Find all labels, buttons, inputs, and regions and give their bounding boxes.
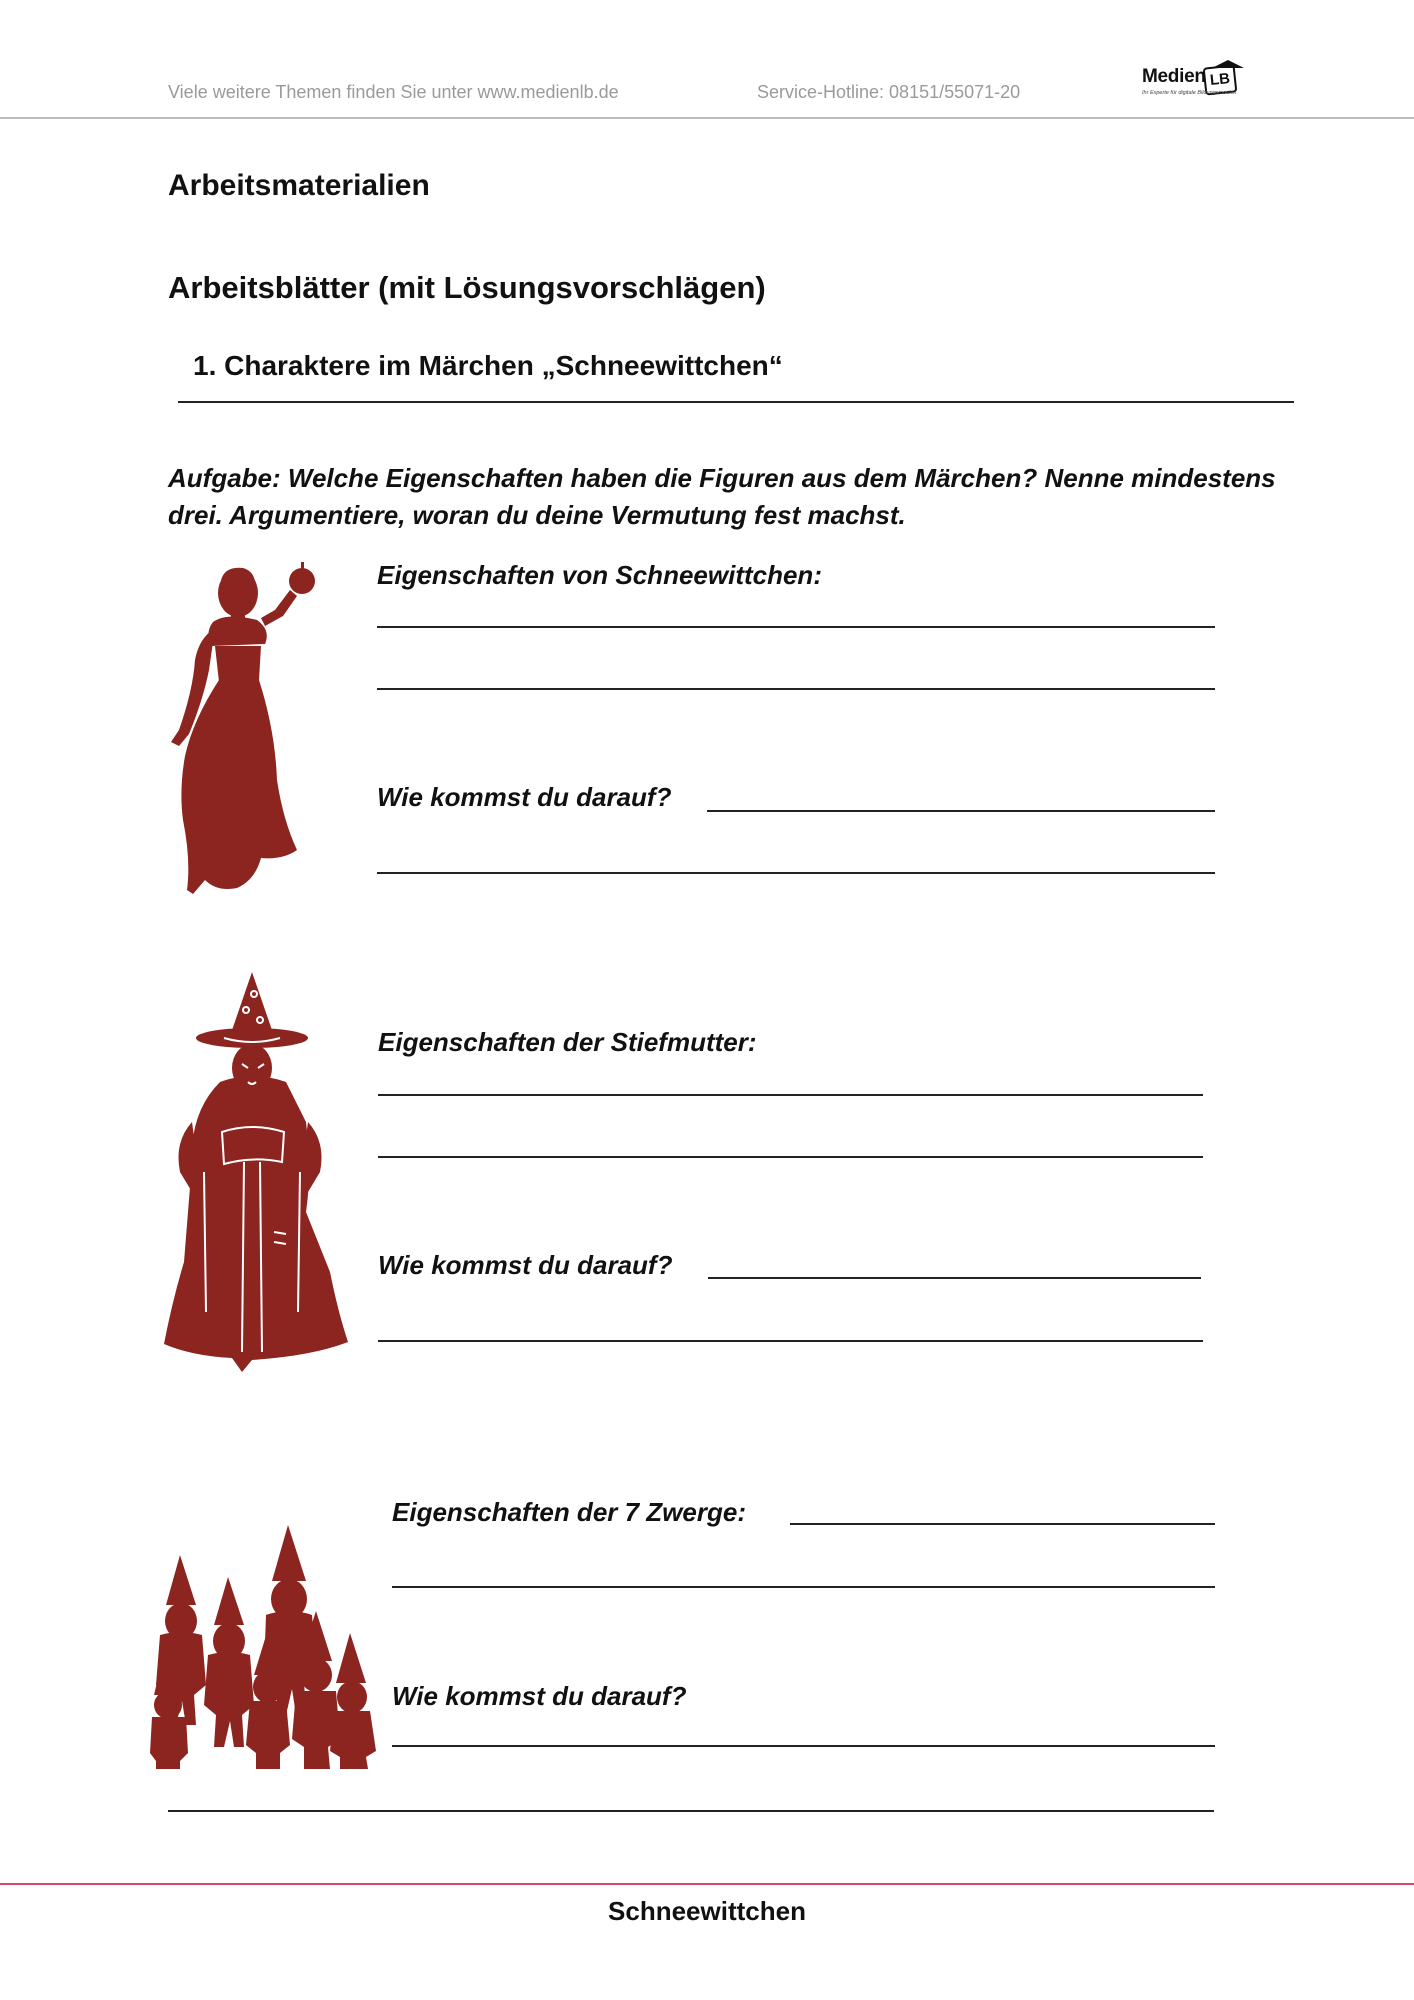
dwarfs-reason-line-1[interactable] (392, 1745, 1215, 1747)
snow-white-silhouette-icon (165, 560, 320, 895)
footer-divider (0, 1883, 1414, 1885)
task-text: Aufgabe: Welche Eigenschaften haben die Figuren aus dem Märchen? Nenne mindestens drei. Argumentiere, woran du deine Vermutung fest machst. (168, 463, 1276, 530)
section-divider (178, 401, 1294, 403)
footer-title: Schneewittchen (608, 1896, 806, 1926)
snow-white-reason-line-1[interactable] (707, 810, 1215, 812)
page-subtitle: Arbeitsblätter (mit Lösungsvorschlägen) (168, 270, 766, 305)
snow-white-answer-line-2[interactable] (377, 688, 1215, 690)
stepmother-reason-line-1[interactable] (708, 1277, 1201, 1279)
snow-white-properties-label: Eigenschaften von Schneewittchen: (377, 560, 822, 590)
logo-text: Medien (1142, 66, 1206, 87)
dwarfs-answer-line-1[interactable] (790, 1523, 1215, 1525)
header-divider (0, 117, 1414, 119)
logo-tagline: Ihr Experte für digitale Bildungsmedien (1142, 90, 1237, 96)
header-website-text: Viele weitere Themen finden Sie unter www.medienlb.de (168, 82, 619, 102)
stepmother-reason-label: Wie kommst du darauf? (378, 1250, 673, 1280)
section-heading: 1. Charaktere im Märchen „Schneewittchen“ (193, 350, 783, 381)
logo-badge: LB (1203, 64, 1238, 95)
dwarfs-reason-line-2[interactable] (168, 1810, 1214, 1812)
dwarfs-answer-line-2[interactable] (392, 1586, 1215, 1588)
seven-dwarfs-silhouette-icon (150, 1525, 380, 1770)
stepmother-witch-silhouette-icon (162, 972, 352, 1372)
snow-white-answer-line-1[interactable] (377, 626, 1215, 628)
snow-white-reason-line-2[interactable] (377, 872, 1215, 874)
medienlb-logo (1142, 60, 1247, 102)
dwarfs-reason-label: Wie kommst du darauf? (392, 1681, 687, 1711)
dwarfs-properties-label: Eigenschaften der 7 Zwerge: (392, 1497, 746, 1527)
stepmother-answer-line-1[interactable] (378, 1094, 1203, 1096)
page-title: Arbeitsmaterialien (168, 169, 430, 202)
stepmother-answer-line-2[interactable] (378, 1156, 1203, 1158)
snow-white-reason-label: Wie kommst du darauf? (377, 782, 672, 812)
stepmother-reason-line-2[interactable] (378, 1340, 1203, 1342)
header-hotline-text: Service-Hotline: 08151/55071-20 (757, 82, 1021, 102)
stepmother-properties-label: Eigenschaften der Stiefmutter: (378, 1027, 757, 1057)
